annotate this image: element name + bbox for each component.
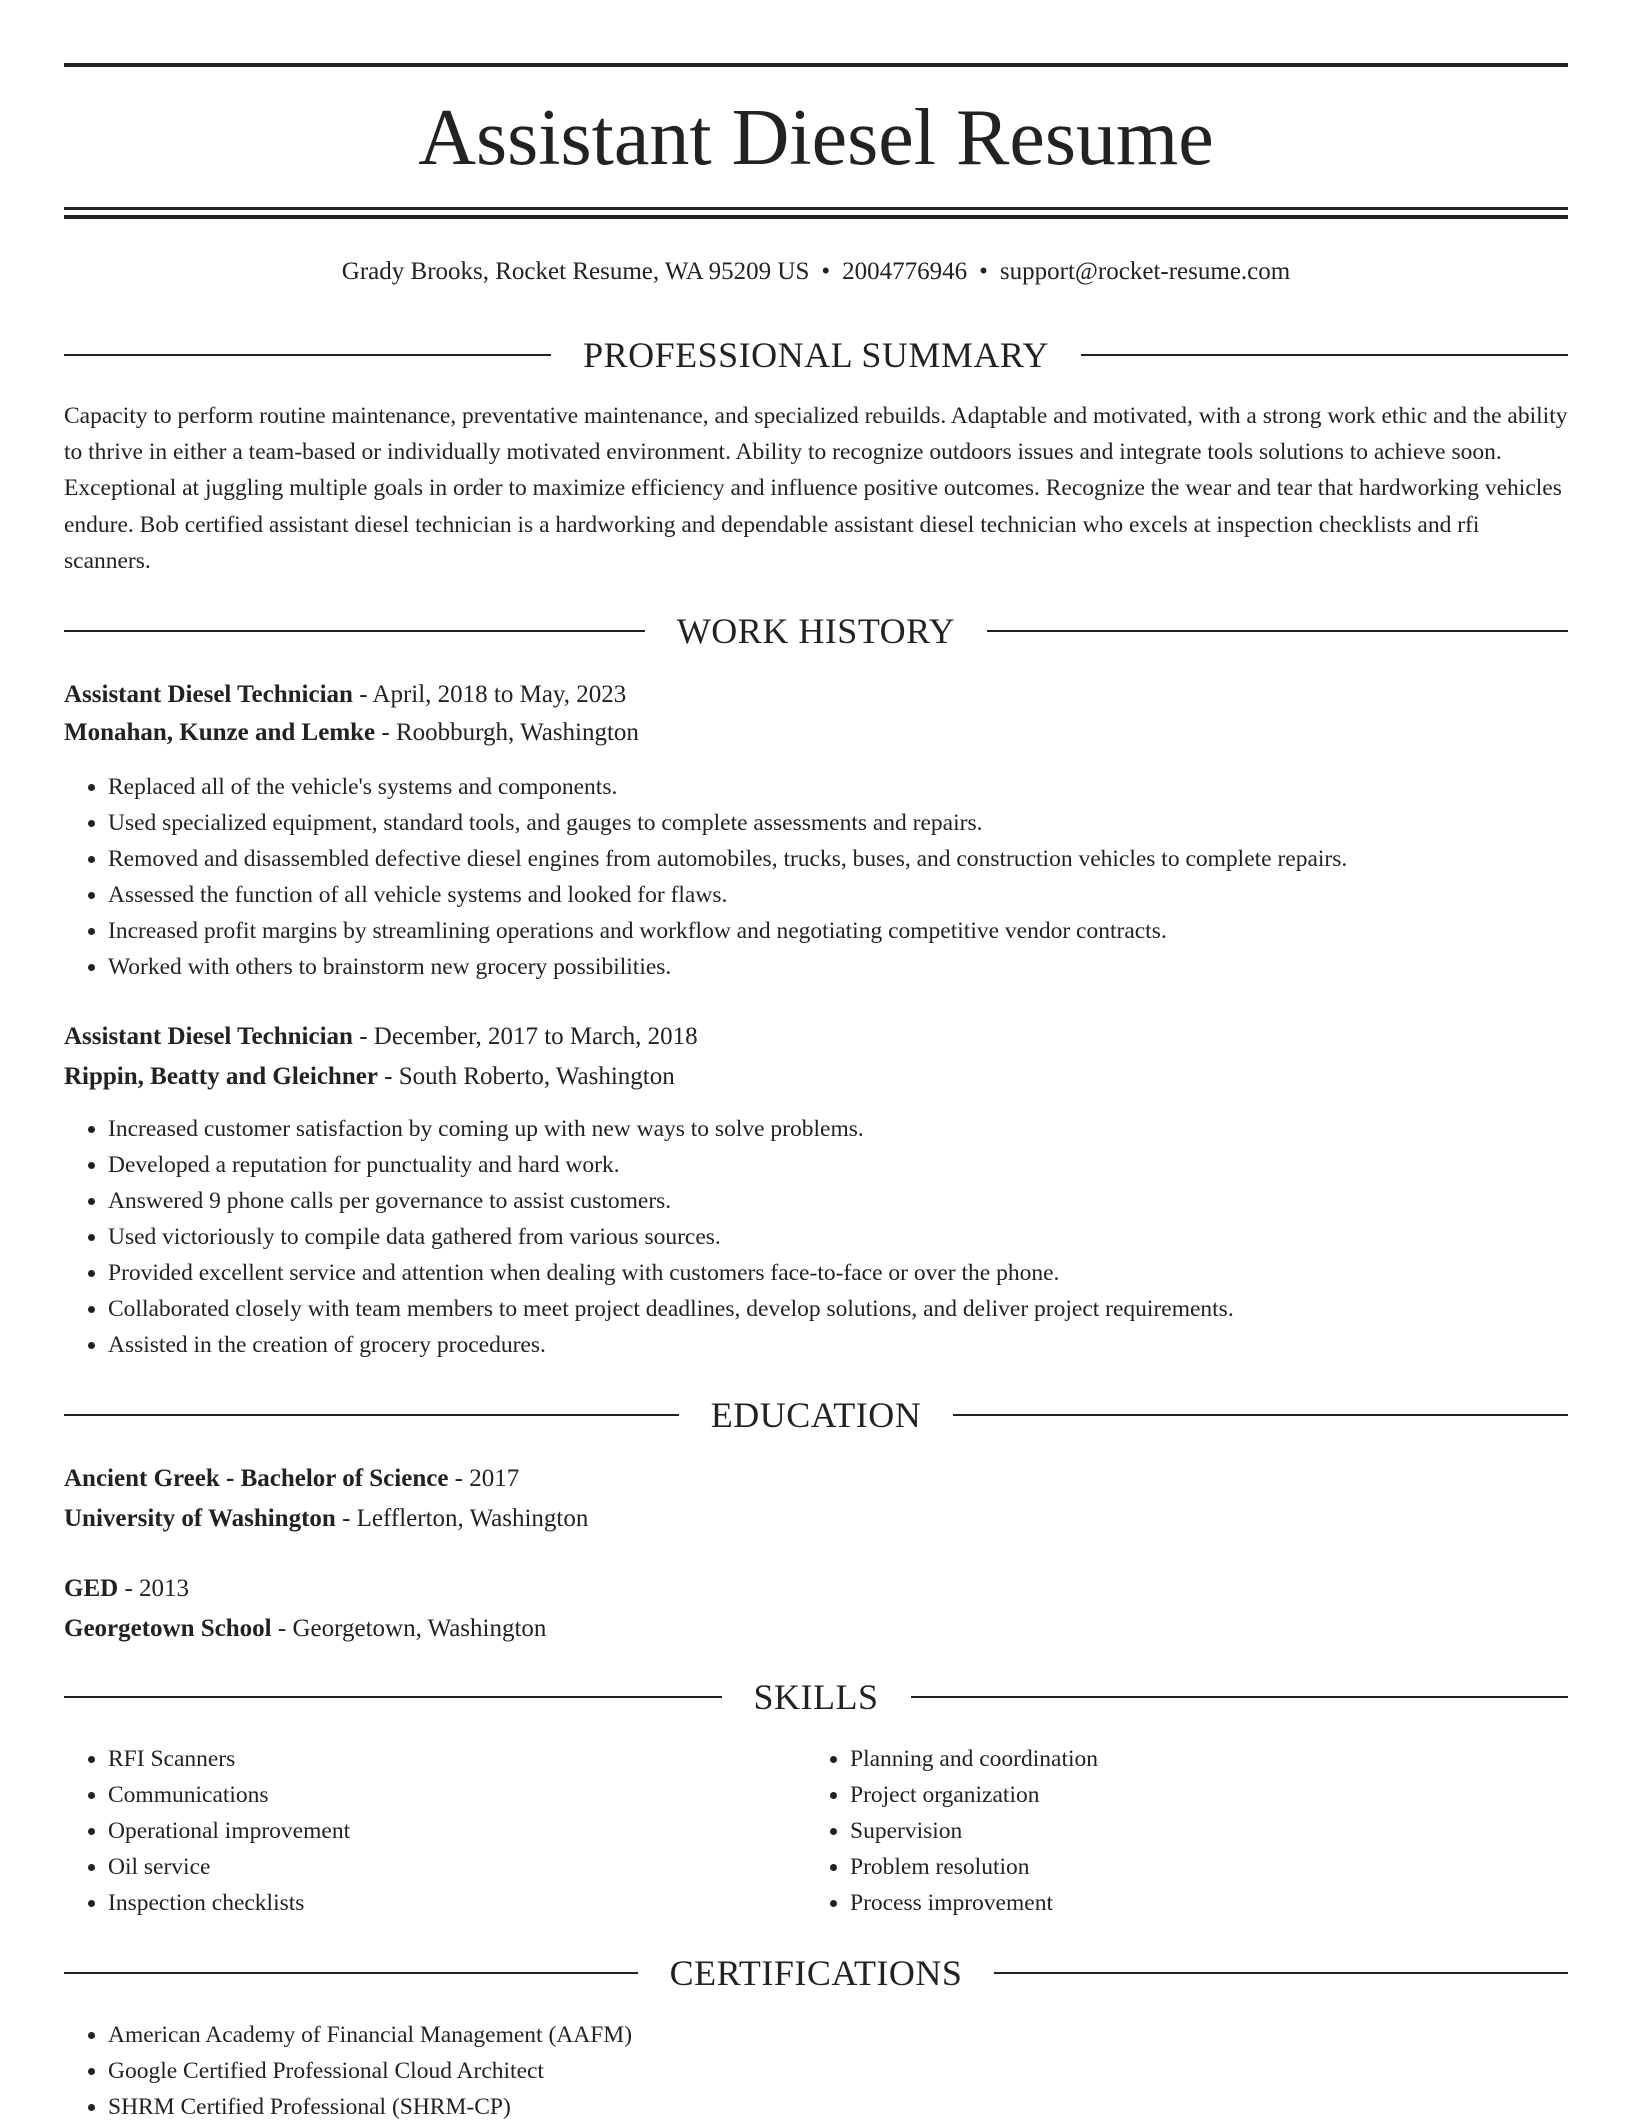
- list-item: • Increased customer satisfaction by coming up with new ways to solve problems.: [108, 1111, 1234, 1147]
- certification-item: • American Academy of Financial Management (AAFM): [108, 2017, 632, 2053]
- skill-item: • Supervision: [850, 1813, 1550, 1849]
- job-title: Assistant Diesel Technician: [64, 681, 353, 708]
- header-top-rule: [64, 63, 1568, 67]
- education-school-line: [64, 1499, 1568, 1539]
- certification-item: • Google Certified Professional Cloud Architect: [108, 2053, 632, 2089]
- skill-item: • Communications: [108, 1777, 808, 1813]
- job-company-line: [64, 1057, 1568, 1097]
- skill-item: • Planning and coordination: [850, 1741, 1550, 1777]
- job-title-line: [64, 1017, 1568, 1057]
- skill-item: • Oil service: [108, 1849, 808, 1885]
- certifications-list: [64, 2017, 632, 2125]
- job-bullets: [64, 1111, 1234, 1363]
- header-double-rule-lower: [64, 215, 1568, 219]
- section-heading-skills: [64, 1672, 1568, 1722]
- skill-item: • Problem resolution: [850, 1849, 1550, 1885]
- job-dates: - April, 2018 to May, 2023: [352, 681, 627, 708]
- education-location: - Lefflerton, Washington: [335, 1505, 589, 1532]
- list-item: • Removed and disassembled defective diesel engines from automobiles, trucks, buses, and construction vehicles to complete repairs.: [108, 841, 1347, 877]
- education-school: University of Washington: [64, 1505, 336, 1532]
- job-title-line: [64, 675, 1568, 715]
- list-item: • Assisted in the creation of grocery procedures.: [108, 1327, 1234, 1363]
- contact-address: Grady Brooks, Rocket Resume, WA 95209 US: [341, 258, 810, 285]
- section-title: SKILLS: [753, 1677, 879, 1717]
- education-degree: Ancient Greek - Bachelor of Science: [64, 1465, 449, 1492]
- education-location: - Georgetown, Washington: [271, 1615, 547, 1642]
- section-title: CERTIFICATIONS: [669, 1953, 963, 1993]
- skill-item: • RFI Scanners: [108, 1741, 808, 1777]
- section-heading-certifications: [64, 1948, 1568, 1998]
- heading-rule-right: [911, 1696, 1569, 1698]
- education-degree-line: [64, 1459, 1568, 1499]
- contact-email: support@rocket-resume.com: [999, 258, 1291, 285]
- list-item: • Provided excellent service and attention when dealing with customers face-to-face or over the phone.: [108, 1255, 1234, 1291]
- contact-separator: •: [979, 258, 988, 285]
- section-heading-work: [64, 606, 1568, 656]
- list-item: • Answered 9 phone calls per governance to assist customers.: [108, 1183, 1234, 1219]
- heading-rule-right: [1081, 354, 1568, 356]
- section-title: WORK HISTORY: [676, 611, 956, 651]
- heading-rule-left: [64, 354, 551, 356]
- list-item: • Assessed the function of all vehicle systems and looked for flaws.: [108, 877, 1347, 913]
- list-item: • Collaborated closely with team members to meet project deadlines, develop solutions, and deliver project requirements.: [108, 1291, 1234, 1327]
- job-dates: - December, 2017 to March, 2018: [352, 1023, 698, 1050]
- list-item: • Used victoriously to compile data gathered from various sources.: [108, 1219, 1234, 1255]
- certification-item: • SHRM Certified Professional (SHRM-CP): [108, 2089, 632, 2125]
- list-item: • Developed a reputation for punctuality and hard work.: [108, 1147, 1234, 1183]
- job-location: - South Roberto, Washington: [377, 1063, 675, 1090]
- section-title: EDUCATION: [710, 1395, 922, 1435]
- section-heading-summary: [64, 330, 1568, 380]
- skill-item: • Operational improvement: [108, 1813, 808, 1849]
- contact-line: [64, 252, 1568, 292]
- job-title: Assistant Diesel Technician: [64, 1023, 353, 1050]
- job-location: - Roobburgh, Washington: [375, 719, 639, 746]
- resume-title: Assistant Diesel Resume: [418, 94, 1214, 182]
- heading-rule-right: [953, 1414, 1568, 1416]
- heading-rule-left: [64, 1972, 638, 1974]
- skill-item: • Process improvement: [850, 1885, 1550, 1921]
- education-year: - 2017: [448, 1465, 520, 1492]
- heading-rule-right: [987, 630, 1568, 632]
- job-bullets: [64, 769, 1347, 985]
- summary-text: Capacity to perform routine maintenance, preventative maintenance, and specialized rebuilds. Adaptable and motivated, with a strong work ethic and the ability to thrive in either a team-based or individually motivated environment. Ability to recognize outdoors issues and integrate tools solutions to achieve soon. Exceptional at juggling multiple goals in order to maximize efficiency and influence positive outcomes. Recognize the wear and tear that hardworking vehicles endure. Bob certified assistant diesel technician is a hardworking and dependable assistant diesel technician who excels at inspection checklists and rfi scanners.: [64, 403, 1568, 574]
- contact-phone: 2004776946: [842, 258, 968, 285]
- skills-list-left: [64, 1741, 808, 1921]
- job-company: Monahan, Kunze and Lemke: [64, 719, 376, 746]
- header-double-rule-upper: [64, 207, 1568, 210]
- section-title: PROFESSIONAL SUMMARY: [583, 335, 1049, 375]
- list-item: • Used specialized equipment, standard tools, and gauges to complete assessments and repairs.: [108, 805, 1347, 841]
- list-item: • Replaced all of the vehicle's systems and components.: [108, 769, 1347, 805]
- education-year: - 2013: [118, 1575, 190, 1602]
- heading-rule-right: [994, 1972, 1568, 1974]
- education-school: Georgetown School: [64, 1615, 272, 1642]
- heading-rule-left: [64, 1414, 679, 1416]
- job-company: Rippin, Beatty and Gleichner: [64, 1063, 378, 1090]
- education-degree: GED: [64, 1575, 119, 1602]
- section-heading-education: [64, 1390, 1568, 1440]
- skills-list-right: [806, 1741, 1550, 1921]
- skill-item: • Project organization: [850, 1777, 1550, 1813]
- education-school-line: [64, 1609, 1568, 1649]
- heading-rule-left: [64, 630, 645, 632]
- contact-separator: •: [821, 258, 831, 285]
- list-item: • Worked with others to brainstorm new grocery possibilities.: [108, 949, 1347, 985]
- skill-item: • Inspection checklists: [108, 1885, 808, 1921]
- education-degree-line: [64, 1569, 1568, 1609]
- heading-rule-left: [64, 1696, 722, 1698]
- list-item: • Increased profit margins by streamlining operations and workflow and negotiating competitive vendor contracts.: [108, 913, 1347, 949]
- job-company-line: [64, 713, 1568, 753]
